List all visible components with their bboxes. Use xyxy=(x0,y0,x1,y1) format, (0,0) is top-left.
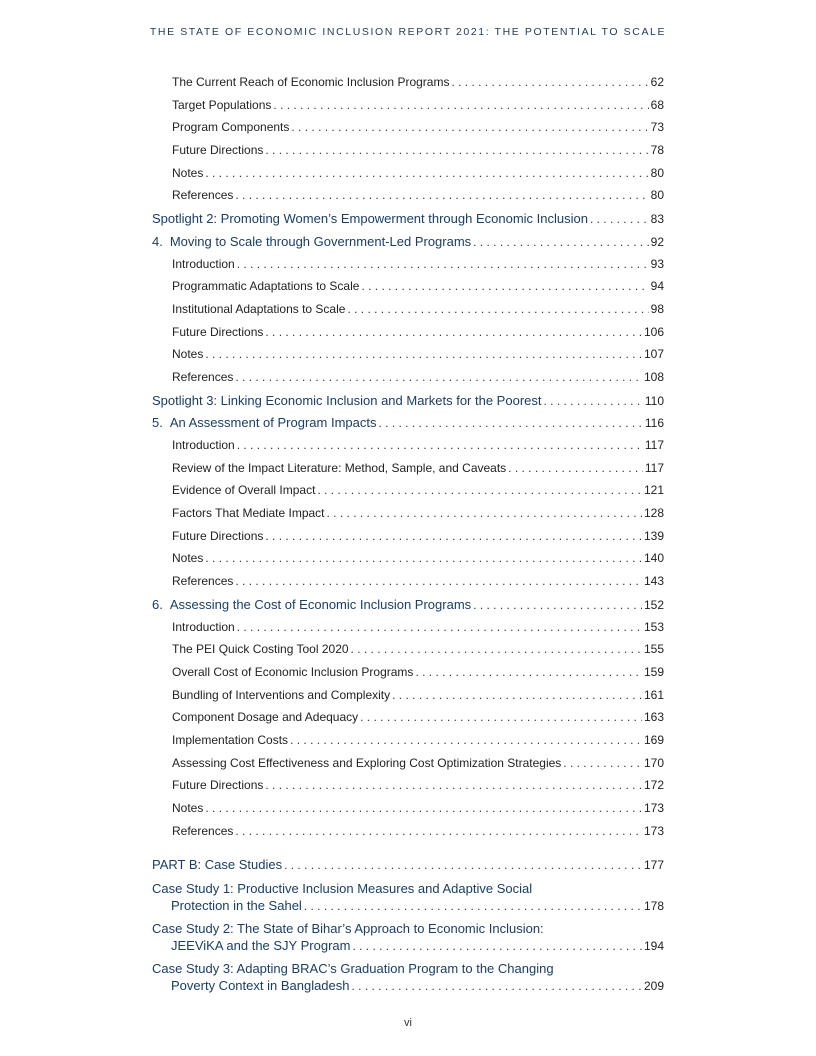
toc-entry-label: Introduction xyxy=(172,619,235,634)
toc-entry-label: References xyxy=(172,823,234,838)
table-of-contents xyxy=(152,75,664,1000)
toc-entry-page: 93 xyxy=(650,256,664,271)
toc-entry-title xyxy=(172,665,413,679)
dot-leader xyxy=(317,483,642,497)
toc-entry[interactable] xyxy=(152,211,664,234)
toc-entry-page: 62 xyxy=(650,75,664,89)
toc-entry[interactable] xyxy=(152,461,664,484)
toc-entry-title xyxy=(172,347,203,361)
toc-entry[interactable] xyxy=(152,483,664,506)
toc-entry-title: Case Study 3: Adapting BRAC’s Graduation Program to the Changing xyxy=(152,961,554,977)
toc-entry-page: 172 xyxy=(643,778,664,793)
toc-entry[interactable] xyxy=(152,347,664,370)
page-number: vi xyxy=(404,1017,412,1029)
chapter-number: 4. xyxy=(152,233,163,249)
dot-leader xyxy=(392,688,642,702)
dot-leader xyxy=(352,939,642,953)
dot-leader xyxy=(290,733,642,747)
dot-leader xyxy=(473,235,648,249)
toc-entry-title xyxy=(172,75,449,89)
toc-entry-page: 116 xyxy=(644,416,664,431)
toc-entry-title xyxy=(172,461,506,475)
toc-entry[interactable] xyxy=(152,506,664,529)
toc-entry-title xyxy=(172,370,233,384)
toc-entry-label: The PEI Quick Costing Tool 2020 xyxy=(172,642,349,657)
toc-entry-label: Future Directions xyxy=(172,143,264,158)
toc-entry-label: Evidence of Overall Impact xyxy=(172,483,316,498)
toc-entry-title xyxy=(172,98,271,112)
toc-entry-title xyxy=(172,302,345,316)
toc-entry-page: 159 xyxy=(643,664,664,679)
toc-entry[interactable] xyxy=(152,824,664,847)
toc-entry[interactable] xyxy=(152,778,664,801)
toc-entry[interactable] xyxy=(152,234,664,257)
dot-leader xyxy=(347,302,648,316)
dot-leader xyxy=(265,529,642,543)
toc-entry-label: Implementation Costs xyxy=(172,732,289,747)
toc-entry-title: Case Study 1: Productive Inclusion Measures and Adaptive Social xyxy=(152,881,533,897)
toc-entry-label: Component Dosage and Adequacy xyxy=(172,710,359,725)
toc-entry-page: 143 xyxy=(643,574,664,589)
toc-entry-title-continued: JEEViKA and the SJY Program xyxy=(171,938,351,954)
dot-leader xyxy=(451,75,648,89)
toc-entry-case-study-3[interactable] xyxy=(152,960,664,1000)
toc-entry[interactable] xyxy=(152,393,664,416)
toc-entry-label: Future Directions xyxy=(172,778,264,793)
toc-entry-label: Assessing Cost Effectiveness and Exploring Cost Optimization Strategies xyxy=(172,755,562,770)
toc-entry-title xyxy=(172,778,263,792)
toc-entry[interactable] xyxy=(152,188,664,211)
toc-entry-label: Target Populations xyxy=(172,97,272,112)
toc-entry-label: Notes xyxy=(172,801,204,815)
toc-entry-page: 108 xyxy=(643,369,664,384)
toc-entry[interactable] xyxy=(152,325,664,348)
dot-leader xyxy=(327,506,642,520)
toc-entry[interactable] xyxy=(152,143,664,166)
toc-entry-page: 194 xyxy=(643,939,664,954)
toc-entry-page: 80 xyxy=(650,188,664,203)
toc-entry-title xyxy=(172,483,315,497)
dot-leader xyxy=(237,620,642,634)
toc-entry[interactable] xyxy=(152,642,664,665)
toc-entry-label: Notes xyxy=(172,165,204,180)
toc-entry-label: References xyxy=(172,574,234,589)
toc-entry-title xyxy=(172,279,359,293)
running-header: THE STATE OF ECONOMIC INCLUSION REPORT 2021: THE POTENTIAL TO SCALE xyxy=(149,26,667,38)
toc-entry-case-study-2[interactable] xyxy=(152,920,664,960)
toc-entry-label: Moving to Scale through Government-Led Programs xyxy=(169,233,472,249)
toc-entry-page: 177 xyxy=(643,858,664,873)
toc-entry[interactable] xyxy=(152,279,664,302)
toc-entry[interactable] xyxy=(152,733,664,756)
toc-entry-title xyxy=(152,211,588,226)
toc-entry-page: 155 xyxy=(643,642,664,657)
toc-entry-page: 98 xyxy=(650,301,664,316)
toc-entry-title xyxy=(172,143,263,157)
dot-leader xyxy=(544,394,643,408)
toc-entry-label: Program Components xyxy=(172,120,290,135)
dot-leader xyxy=(265,778,642,792)
toc-entry-page: 117 xyxy=(644,438,664,452)
toc-entry[interactable] xyxy=(152,302,664,325)
toc-entry[interactable] xyxy=(152,756,664,779)
dot-leader xyxy=(237,257,649,271)
dot-leader xyxy=(205,347,642,361)
toc-entry-case-study-1[interactable] xyxy=(152,880,664,920)
toc-entry-label: Future Directions xyxy=(172,324,264,339)
toc-entry-label: Spotlight 3: Linking Economic Inclusion and Markets for the Poorest xyxy=(152,392,542,408)
chapter-number: 5. xyxy=(152,415,163,431)
toc-entry-label: Notes xyxy=(172,347,204,362)
dot-leader xyxy=(304,899,642,913)
toc-entry-page: 107 xyxy=(643,347,664,362)
toc-entry-title xyxy=(172,166,203,180)
toc-entry-page: 169 xyxy=(643,732,664,747)
toc-entry-title xyxy=(152,597,471,612)
toc-entry[interactable] xyxy=(152,75,664,98)
toc-entry-label: The Current Reach of Economic Inclusion Programs xyxy=(172,75,450,89)
toc-entry-title xyxy=(172,710,358,724)
toc-entry[interactable] xyxy=(152,620,664,643)
toc-entry-page: 139 xyxy=(643,528,664,543)
toc-entry-title xyxy=(172,506,325,520)
toc-entry-title xyxy=(172,551,203,565)
toc-entry-label: An Assessment of Program Impacts xyxy=(169,415,377,431)
toc-entry-page: 117 xyxy=(644,460,664,475)
toc-entry-label: References xyxy=(172,369,234,384)
toc-entry-page: 110 xyxy=(644,393,664,408)
dot-leader xyxy=(473,598,642,612)
dot-leader xyxy=(265,143,648,157)
dot-leader xyxy=(235,370,642,384)
toc-entry-page: 153 xyxy=(643,619,664,634)
dot-leader xyxy=(351,642,642,656)
toc-entry[interactable] xyxy=(152,574,664,597)
dot-leader xyxy=(205,551,642,565)
toc-entry-label: Overall Cost of Economic Inclusion Programs xyxy=(172,664,414,679)
toc-entry-label: Bundling of Interventions and Complexity xyxy=(172,687,391,702)
toc-entry[interactable] xyxy=(152,710,664,733)
toc-entry-title xyxy=(172,733,288,747)
toc-entry[interactable] xyxy=(152,529,664,552)
toc-entry-page: 173 xyxy=(643,801,664,815)
toc-entry-title: Case Study 2: The State of Bihar’s Approach to Economic Inclusion: xyxy=(152,921,544,937)
toc-entry-label: Assessing the Cost of Economic Inclusion Programs xyxy=(169,596,472,612)
toc-entry-page: 121 xyxy=(643,483,664,498)
toc-entry-title xyxy=(152,415,376,430)
toc-entry-title-continued: Poverty Context in Bangladesh xyxy=(171,978,350,994)
dot-leader xyxy=(205,166,648,180)
dot-leader xyxy=(235,574,642,588)
toc-entry-label: References xyxy=(172,188,234,203)
dot-leader xyxy=(284,858,642,872)
toc-entry-title xyxy=(172,120,289,134)
dot-leader xyxy=(378,416,642,430)
toc-entry-label: Factors That Mediate Impact xyxy=(172,506,325,521)
dot-leader xyxy=(360,710,642,724)
toc-entry-page: 140 xyxy=(643,551,664,566)
toc-entry[interactable] xyxy=(152,551,664,574)
toc-entry-page: 94 xyxy=(650,279,664,294)
toc-entries xyxy=(152,75,664,846)
dot-leader xyxy=(352,979,642,993)
toc-entry-page: 68 xyxy=(650,97,664,112)
dot-leader xyxy=(205,801,642,815)
toc-entry[interactable] xyxy=(152,597,664,620)
dot-leader xyxy=(590,212,649,226)
dot-leader xyxy=(235,824,642,838)
dot-leader xyxy=(265,325,642,339)
toc-entry-label: Introduction xyxy=(172,256,235,271)
toc-entry[interactable] xyxy=(152,120,664,143)
toc-entry[interactable] xyxy=(152,98,664,121)
toc-entry-title-continued: Protection in the Sahel xyxy=(171,898,302,914)
toc-entry[interactable] xyxy=(152,415,664,438)
toc-entry-label: Programmatic Adaptations to Scale xyxy=(172,279,360,294)
toc-entry-title xyxy=(172,642,349,656)
toc-entry-page: 170 xyxy=(643,755,664,770)
toc-entry-page: 209 xyxy=(643,979,664,994)
chapter-number: 6. xyxy=(152,596,163,612)
toc-entry-page: 106 xyxy=(643,324,664,339)
toc-entry-page: 152 xyxy=(643,597,664,612)
toc-entry-title xyxy=(172,756,561,770)
toc-entry-page: 163 xyxy=(643,710,664,725)
toc-entry-label: Future Directions xyxy=(172,528,264,543)
toc-entry-part-b[interactable] xyxy=(152,857,664,880)
toc-entry-title xyxy=(172,529,263,543)
toc-entry-title xyxy=(152,234,471,249)
toc-entry[interactable] xyxy=(152,688,664,711)
toc-entry[interactable] xyxy=(152,665,664,688)
dot-leader xyxy=(508,461,643,475)
dot-leader xyxy=(273,98,648,112)
toc-entry-label: Introduction xyxy=(172,438,235,452)
toc-entry-page: 173 xyxy=(643,823,664,838)
toc-entry-label: Spotlight 2: Promoting Women’s Empowerment through Economic Inclusion xyxy=(152,211,588,227)
toc-entry-title xyxy=(172,824,233,838)
toc-entry-title xyxy=(172,257,235,271)
dot-leader xyxy=(563,756,642,770)
toc-entry[interactable] xyxy=(152,166,664,189)
toc-entry[interactable] xyxy=(152,370,664,393)
toc-entry[interactable] xyxy=(152,257,664,280)
toc-entry-title xyxy=(172,688,390,702)
toc-entry-page: 78 xyxy=(650,143,664,158)
toc-entry-title xyxy=(172,325,263,339)
dot-leader xyxy=(235,188,648,202)
dot-leader xyxy=(237,438,643,452)
toc-entry-page: 161 xyxy=(643,687,664,702)
dot-leader xyxy=(291,120,648,134)
toc-entry-label: Notes xyxy=(172,551,204,566)
toc-entry-page: 128 xyxy=(643,506,664,521)
dot-leader xyxy=(361,279,648,293)
toc-entry-title xyxy=(152,393,542,408)
toc-entry-page: 92 xyxy=(650,234,664,249)
toc-entry-title: PART B: Case Studies xyxy=(152,857,283,873)
toc-entry-page: 80 xyxy=(650,165,664,180)
toc-entry-title xyxy=(172,574,233,588)
toc-entry-title xyxy=(172,188,233,202)
toc-entry-title xyxy=(172,438,235,452)
toc-entry[interactable] xyxy=(152,438,664,461)
toc-entry-title xyxy=(172,620,235,634)
toc-entry-page: 83 xyxy=(650,212,664,227)
dot-leader xyxy=(415,665,642,679)
toc-entry-label: Institutional Adaptations to Scale xyxy=(172,301,346,316)
toc-entry-page: 73 xyxy=(650,120,664,135)
toc-entry-page: 178 xyxy=(643,899,664,914)
toc-entry[interactable] xyxy=(152,801,664,824)
toc-entry-label: Review of the Impact Literature: Method, Sample, and Caveats xyxy=(172,460,507,475)
toc-entry-title xyxy=(172,801,203,815)
